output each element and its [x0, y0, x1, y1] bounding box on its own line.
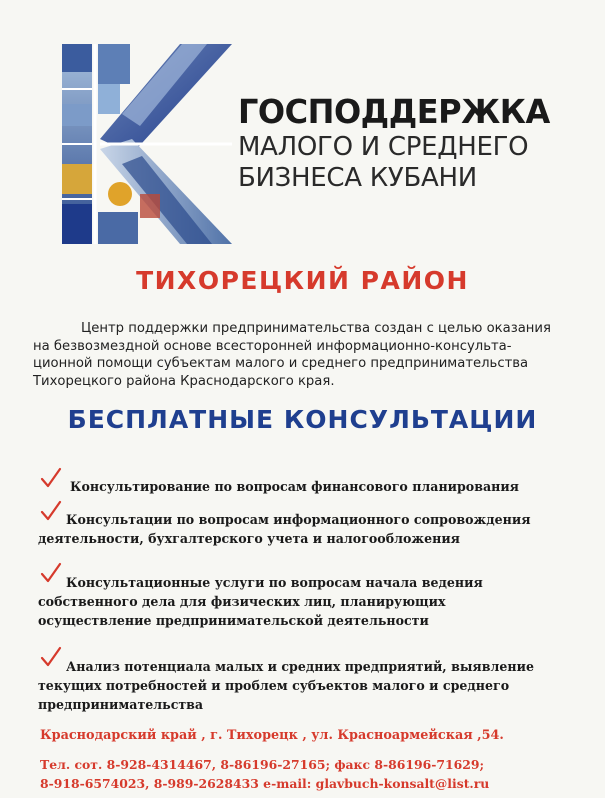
address: Краснодарский край , г. Тихорецк , ул. Красноармейская ,54. — [40, 728, 504, 743]
phones-block — [40, 755, 600, 793]
service-3-line-2: собственного дела для физических лиц, планирующих — [38, 594, 446, 609]
brand-subtitle-line-2: БИЗНЕСА КУБАНИ — [238, 163, 477, 193]
intro-line-4: Тихорецкого района Краснодарского края. — [33, 373, 335, 389]
intro-line-3: ционной помощи субъектам малого и среднего предпринимательства — [33, 356, 529, 371]
district-title: ТИХОРЕЦКИЙ РАЙОН — [136, 266, 469, 295]
logo-emblem-icon — [62, 44, 232, 244]
intro-line-2: на безвозмездной основе всесторонней информационно-консульта- — [33, 338, 512, 354]
service-4-line-3: предпринимательства — [38, 697, 204, 712]
service-4-line-2: текущих потребностей и проблем субъектов малого и среднего — [38, 678, 510, 693]
checkmark-icon — [40, 467, 62, 489]
service-2-line-2: деятельности, бухгалтерского учета и налогообложения — [38, 531, 460, 546]
service-item-4 — [38, 657, 578, 714]
service-2-line-1: Консультации по вопросам информационного сопровождения — [66, 512, 531, 527]
intro-paragraph — [33, 320, 573, 390]
phones-line-1: Тел. сот. 8-928-4314467, 8-86196-27165; факс 8-86196-71629; — [40, 757, 485, 772]
service-item-3 — [38, 573, 578, 630]
brand-subtitle-line-1: МАЛОГО И СРЕДНЕГО — [238, 132, 529, 162]
service-item-1 — [70, 477, 590, 496]
phones-line-2: 8-918-6574023, 8-989-2628433 e-mail: glavbuch-konsalt@list.ru — [40, 776, 490, 791]
intro-line-1: Центр поддержки предпринимательства создан с целью оказания — [81, 321, 551, 336]
service-3-line-3: осуществление предпринимательской деятельности — [38, 613, 429, 628]
service-4-line-1: Анализ потенциала малых и средних предприятий, выявление — [66, 659, 534, 674]
service-item-2 — [38, 510, 578, 548]
service-1-line-1: Консультирование по вопросам финансового планирования — [70, 479, 519, 494]
brand-title: ГОСПОДДЕРЖКА — [238, 92, 550, 131]
service-3-line-1: Консультационные услуги по вопросам начала ведения — [66, 575, 483, 590]
free-consultations-heading: БЕСПЛАТНЫЕ КОНСУЛЬТАЦИИ — [67, 405, 538, 434]
brand-block — [238, 92, 559, 194]
